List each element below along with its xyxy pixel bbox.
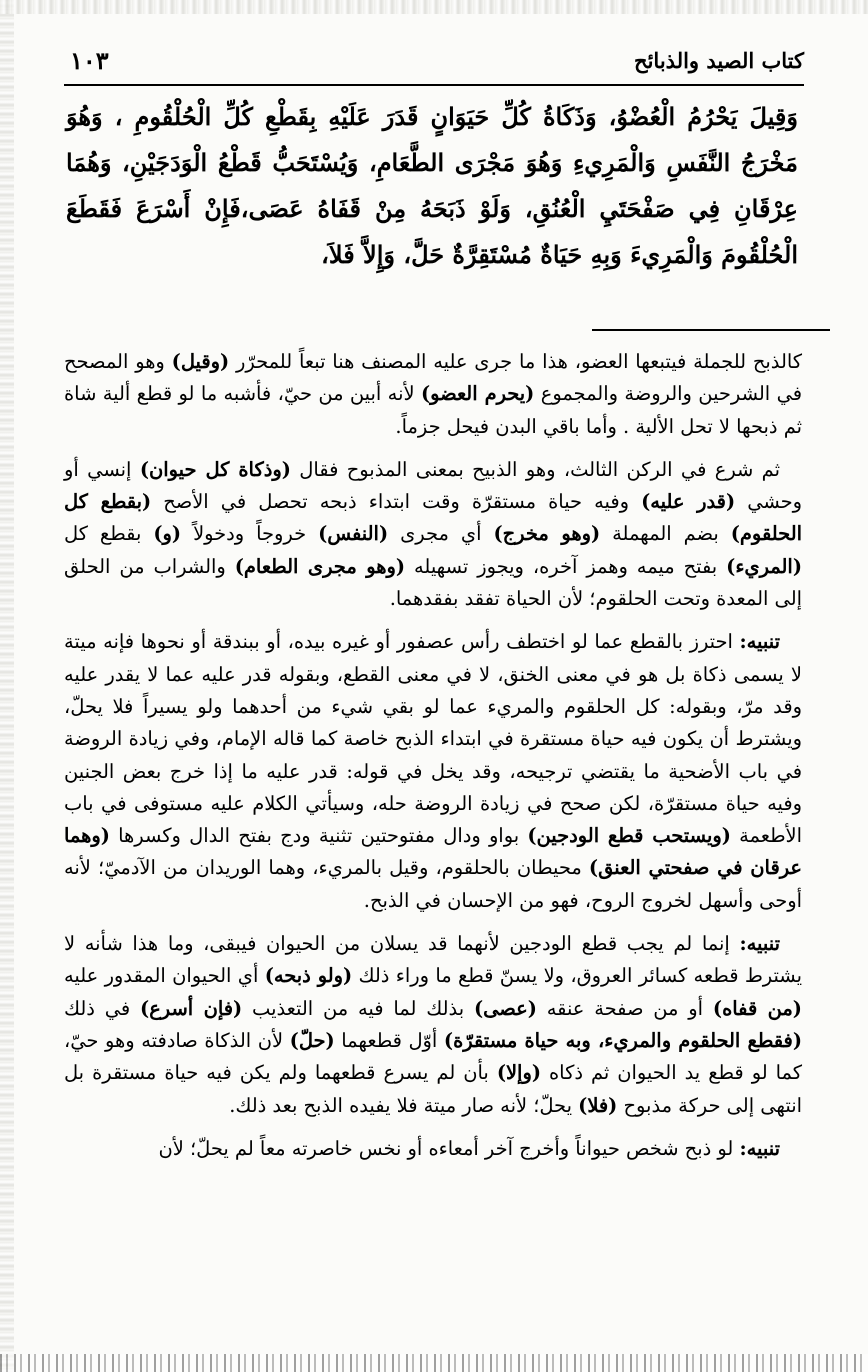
commentary-paragraph-4 [64, 928, 802, 1122]
note-label: تنبيه: [739, 932, 780, 956]
commentary-paragraph-2 [64, 454, 802, 615]
plain-text: يحلّ؛ لأنه صار ميتة فلا يفيده الذبح بعد ذلك. [229, 1093, 579, 1117]
quoted-matn: (يحرم العضو) [420, 382, 535, 406]
quoted-matn: (فقطع الحلقوم والمريء، وبه حياة مستقرّة) [443, 1028, 802, 1052]
footnote-separator [592, 329, 830, 331]
note-label: تنبيه: [739, 1136, 780, 1160]
running-title: كتاب الصيد والذبائح [634, 48, 804, 73]
decorative-bottom-border [0, 1354, 868, 1372]
scan-edge-top [0, 0, 868, 14]
quoted-matn: (و) [153, 522, 182, 546]
quoted-matn: (حلّ) [289, 1028, 335, 1052]
quoted-matn: (وإلا) [496, 1061, 541, 1085]
quoted-matn: (عصى) [473, 996, 537, 1020]
quoted-matn: (فإن أسرع) [140, 996, 243, 1020]
plain-text: والشراب من الحلق إلى المعدة وتحت الحلقوم؛ لأن الحياة تفقد بفقدهما. [64, 554, 802, 611]
plain-text: بواو ودال مفتوحتين تثنية ودج بفتح الدال وكسرها [109, 824, 528, 848]
quoted-matn: (وهو مخرج) [493, 522, 601, 546]
plain-text: لو ذبح شخص حيواناً وأخرج آخر أمعاءه أو نخس خاصرته معاً لم يحلّ؛ لأن [158, 1136, 740, 1160]
commentary-paragraph-1 [64, 346, 802, 443]
commentary-paragraph-3 [64, 626, 802, 917]
plain-text: احترز بالقطع عما لو اختطف رأس عصفور أو غيره بيده، أو ببندقة أو نحوها فإنه ميتة لا يسمى ذكاة بل هو في معنى الخنق، لا في معنى القطع، وبقوله قدر عليه عما لا يقدر عليه وقد مرّ، وبقوله: كل الحلقوم والمريء عما لو بقي شيء من أحدهما ولو يسيراً فلا يحلّ، ويشترط أن يكون فيه حياة مستقرة في ابتداء الذبح خاصة كما قاله الإمام، وفي زيادة الروضة في باب الأضحية ما يقتضي ترجيحه، وقد يخل في قوله: قدر عليه ما إذا خرج بعض الجنين وفيه حياة مستقرّة، لكن صحح في زيادة الروضة حله، وسيأتي الكلام عليه مستوفى في باب الأطعمة [64, 630, 802, 848]
plain-text: بقطع كل [64, 522, 154, 546]
quoted-matn: (ولو ذبحه) [264, 964, 353, 988]
page-header [64, 46, 804, 86]
quoted-matn: (وهو مجرى الطعام) [234, 554, 406, 578]
plain-text: إنما لم يجب قطع الودجين لأنهما قد يسلان من الحيوان فيبقى، وما هذا شأنه لا يشترط قطعه كسائر العروق، ولا يسنّ قطع ما وراء ذلك [64, 932, 802, 988]
commentary-block [64, 346, 802, 1176]
plain-text: ثم شرع في الركن الثالث، وهو الذبيح بمعنى المذبوح فقال [290, 457, 780, 481]
note-label: تنبيه: [739, 630, 780, 654]
plain-text: إنسي أو وحشي [64, 457, 803, 514]
plain-text: أو من صفحة عنقه [536, 996, 713, 1020]
quoted-matn: (وقيل) [171, 350, 230, 373]
quoted-matn: (ويستحب قطع الودجين) [527, 824, 731, 848]
plain-text: بضم المهملة [600, 522, 731, 546]
quoted-matn: (المريء) [726, 554, 802, 578]
plain-text: محيطان بالحلقوم، وقيل بالمريء، وهما الوريدان من الآدميّ؛ لأنه أوحى وأسهل لخروج الروح، فهو من الإحسان في الذبح. [64, 856, 802, 912]
plain-text: لأن الذكاة صادفته وهو حيّ، كما لو قطع يد الحيوان ثم ذكاه [64, 1028, 802, 1085]
plain-text: وهو المصحح في الشرحين والروضة والمجموع [64, 350, 803, 406]
quoted-matn: (بقطع كل الحلقوم) [64, 490, 802, 546]
plain-text: أوّل قطعهما [334, 1028, 444, 1052]
plain-text: كالذبح للجملة فيتبعها العضو، هذا ما جرى عليه المصنف هنا تبعاً للمحرّر [229, 350, 803, 373]
page-number: ١٠٣ [70, 46, 109, 75]
commentary-paragraph-5 [64, 1133, 802, 1165]
quoted-matn: (فلا) [578, 1093, 618, 1117]
plain-text: في ذلك [64, 996, 141, 1020]
quoted-matn: (وذكاة كل حيوان) [139, 457, 291, 481]
plain-text: بأن لم يسرع قطعهما ولم يكن فيه حياة مستقرة بل انتهى إلى حركة مذبوح [64, 1061, 802, 1117]
plain-text: لأنه أبين من حيّ، فأشبه ما لو قطع ألية شاة ثم ذبحها لا تحل الألية . وأما باقي البدن فيحل جزماً. [64, 382, 802, 438]
quoted-matn: (قدر عليه) [641, 490, 736, 514]
quoted-matn: (من قفاه) [712, 996, 802, 1020]
matn-paragraph: وَقِيلَ يَحْرُمُ الْعُضْوُ، وَذَكَاةُ كُلِّ حَيَوَانٍ قَدَرَ عَلَيْهِ بِقَطْعِ كُلِّ الْحُلْقُومِ ، وَهُوَ مَخْرَجُ النَّفَسِ وَالْمَرِيءِ وَهُوَ مَجْرَى الطَّعَامِ، وَيُسْتَحَبُّ قَطْعُ الْوَدَجَيْنِ، وَهُمَا عِرْقَانِ فِي صَفْحَتَيِ الْعُنُقِ، وَلَوْ ذَبَحَهُ مِنْ قَفَاهُ عَصَى،فَإِنْ أَسْرَعَ فَقَطَعَ الْحُلْقُومَ وَالْمَرِيءَ وَبِهِ حَيَاةٌ مُسْتَقِرَّةٌ حَلَّ، وَإِلاَّ فَلاَ، [66, 102, 798, 269]
quoted-matn: (النفس) [318, 522, 389, 546]
scan-edge-left [0, 0, 14, 1372]
plain-text: بذلك لما فيه من التعذيب [242, 996, 474, 1020]
plain-text: بفتح ميمه وهمز آخره، ويجوز تسهيله [405, 554, 727, 578]
plain-text: خروجاً ودخولاً [181, 522, 319, 546]
plain-text: وفيه حياة مستقرّة وقت ابتداء ذبحه تحصل في الأصح [151, 490, 642, 514]
plain-text: أي مجرى [388, 522, 494, 546]
plain-text: أي الحيوان المقدور عليه [64, 964, 265, 988]
quoted-matn: (وهما عرقان في صفحتي العنق) [64, 824, 802, 880]
matn-text-block [66, 94, 798, 278]
